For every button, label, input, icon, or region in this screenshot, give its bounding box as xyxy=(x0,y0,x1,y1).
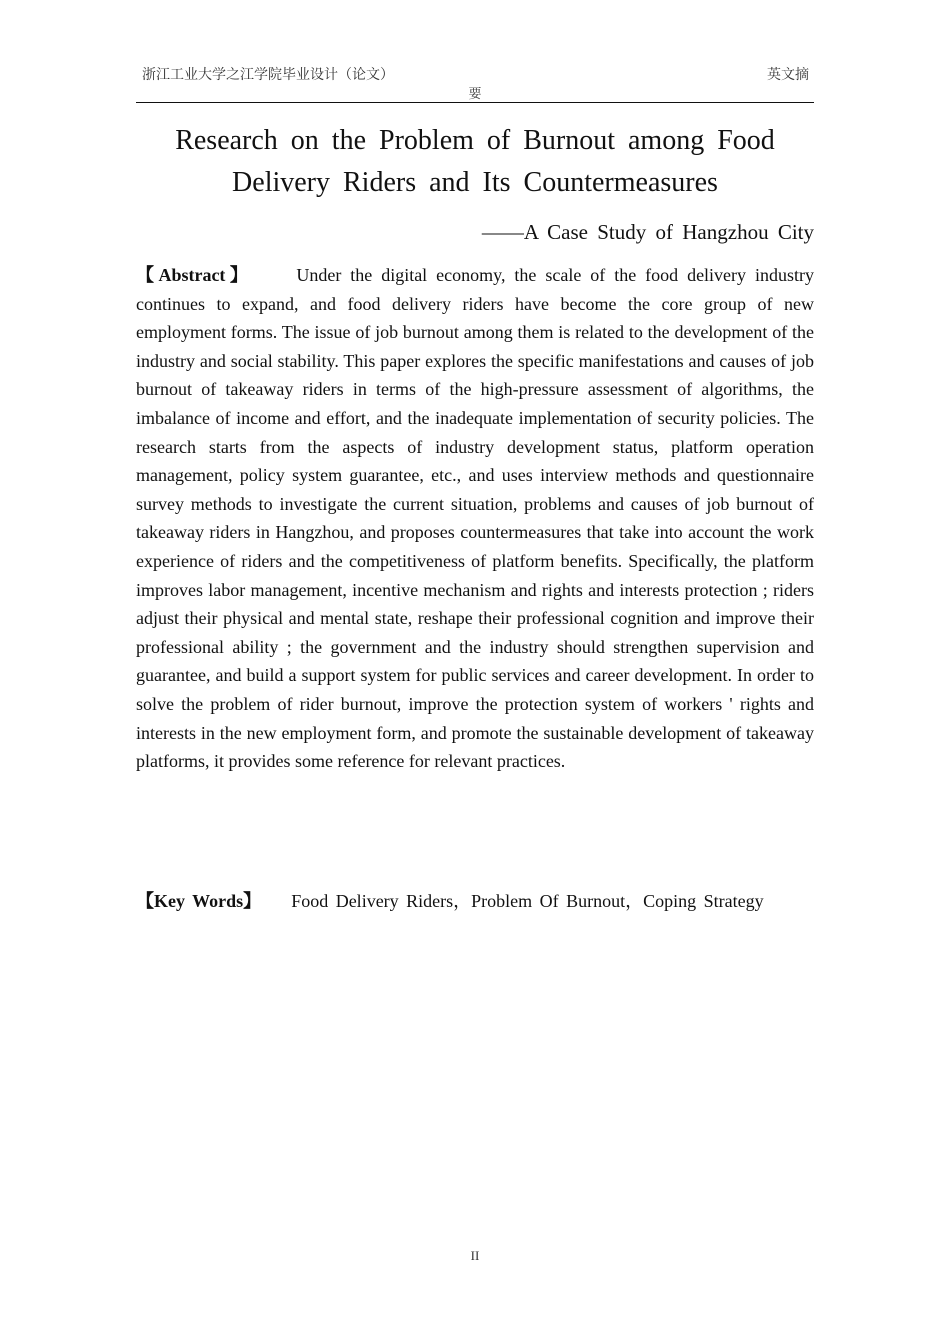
paper-title: Research on the Problem of Burnout among Food Delivery Riders and Its Countermeasures xyxy=(175,125,775,198)
abstract-label: 【Abstract】 xyxy=(136,265,253,285)
paper-subtitle: ——A Case Study of Hangzhou City xyxy=(481,220,814,244)
page-number: II xyxy=(470,1248,480,1263)
header-divider xyxy=(136,102,814,103)
abstract-paragraph xyxy=(136,261,814,776)
abstract-text: Under the digital economy, the scale of the food delivery industry continues to expand, and food delivery riders have become the core group of new employment forms. The issue of job burnout among them is related to the development of the industry and social stability. This paper explores the specific manifestations and causes of job burnout of takeaway riders in terms of the high-pressure assessment of algorithms, the imbalance of income and effort, and the inadequate implementation of security policies. The research starts from the aspects of industry development status, platform operation management, policy system guarantee, etc., and uses interview methods and questionnaire survey methods to investigate the current situation, problems and causes of job burnout of takeaway riders in Hangzhou, and proposes countermeasures that take into account the work experience of riders and the competitiveness of platform benefits. Specifically, the platform improves labor management, incentive mechanism and rights and interests protection ; riders adjust their physical and mental state, reshape their professional cognition and improve their professional ability ; the government and the industry should strengthen supervision and guarantee, and build a support system for public services and career development. In order to solve the problem of rider burnout, improve the protection system of workers ' rights and interests in the new employment form, and promote the sustainable development of takeaway platforms, it provides some reference for relevant practices. xyxy=(136,265,814,772)
running-header-left: 浙江工业大学之江学院毕业设计（论文） xyxy=(142,68,394,83)
keywords-text: Food Delivery Riders，Problem Of Burnout，Coping Strategy xyxy=(291,891,764,911)
running-header-wrap: 要 xyxy=(468,86,482,101)
running-header-right: 英文摘 xyxy=(767,68,809,83)
keywords-line xyxy=(136,887,814,915)
keywords-label: 【Key Words】 xyxy=(136,891,262,911)
